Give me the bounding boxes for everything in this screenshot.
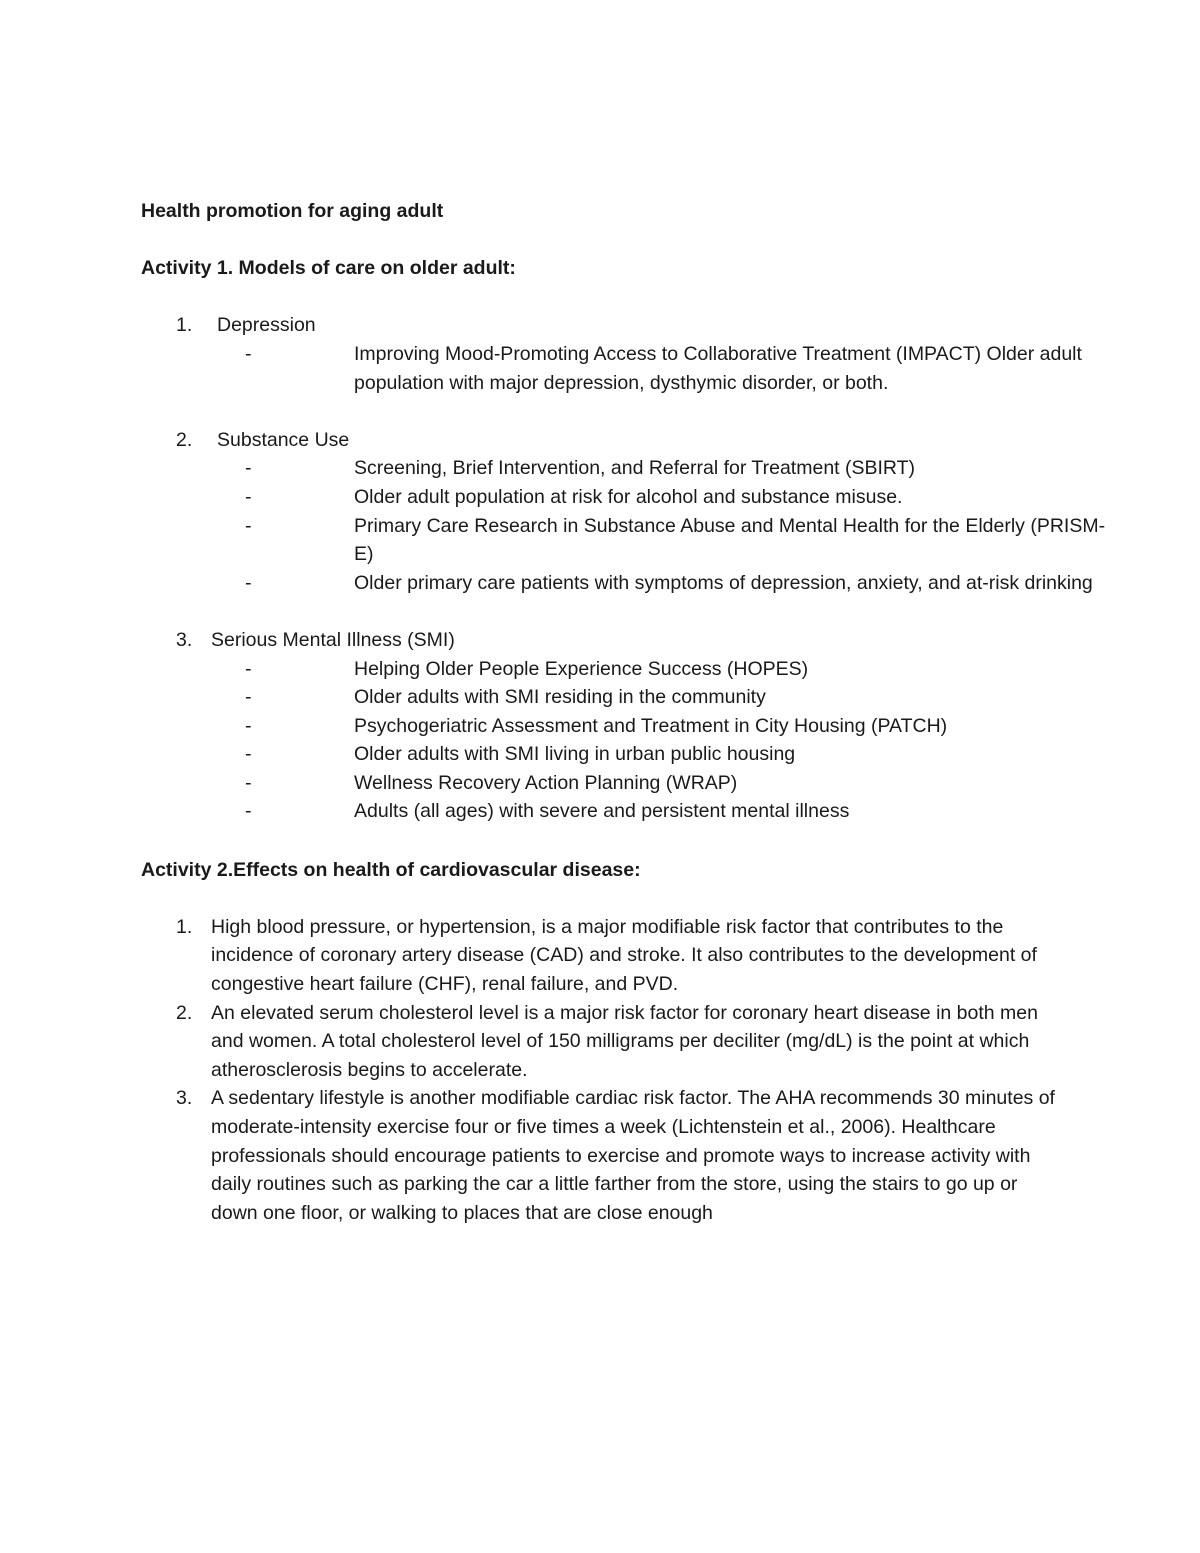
item-number: 1. <box>176 915 193 938</box>
activity1-heading: Activity 1. Models of care on older adult: <box>141 257 516 280</box>
list-item: - Improving Mood-Promoting Access to Collaborative Treatment (IMPACT) Older adult population with major depression, dysthymic disorder, or both. <box>141 340 1061 397</box>
dash-bullet: - <box>245 657 252 680</box>
item-text: A sedentary lifestyle is another modifiable cardiac risk factor. The AHA recommends 30 minutes of moderate-intensity exercise four or five times a week (Lichtenstein et al., 2006). Healthcare professionals should encourage patients to exercise and promote ways to increase activity with daily routines such as parking the car a little farther from the store, using the stairs to go up or down one floor, or walking to places that are close enough <box>211 1087 1055 1224</box>
dash-bullet: - <box>245 686 252 709</box>
item-text: An elevated serum cholesterol level is a major risk factor for coronary heart disease in both men and women. A total cholesterol level of 150 milligrams per deciliter (mg/dL) is the point at which atherosclerosis begins to accelerate. <box>211 1001 1038 1081</box>
item-number: 3. <box>176 1087 193 1110</box>
document-title: Health promotion for aging adult <box>141 200 444 222</box>
activity2-list <box>141 913 1061 1228</box>
list-item <box>141 1084 1061 1227</box>
dash-bullet: - <box>245 485 252 508</box>
item-label: Serious Mental Illness (SMI) <box>211 628 455 651</box>
item-number: 1. <box>176 314 193 337</box>
activity1-item-smi <box>141 626 1061 826</box>
item-number: 2. <box>176 428 193 451</box>
list-item: - Helping Older People Experience Success (HOPES) <box>141 655 1061 684</box>
list-item: - Adults (all ages) with severe and persistent mental illness <box>141 797 1061 826</box>
dash-bullet: - <box>245 771 252 794</box>
list-item: - Older adults with SMI residing in the community <box>141 683 1061 712</box>
item-number: 2. <box>176 1001 193 1024</box>
item-label: Depression <box>217 314 316 337</box>
item-text: High blood pressure, or hypertension, is a major modifiable risk factor that contributes to the incidence of coronary artery disease (CAD) and stroke. It also contributes to the development of congestive heart failure (CHF), renal failure, and PVD. <box>211 915 1037 996</box>
dash-bullet: - <box>245 800 252 823</box>
activity1-item-depression <box>141 311 1082 397</box>
activity2-heading: Activity 2.Effects on health of cardiovascular disease: <box>141 858 641 881</box>
dash-bullet: - <box>245 714 252 737</box>
dash-bullet: - <box>245 514 252 537</box>
activity1-item-substance-use <box>141 426 1106 598</box>
list-item: - Older primary care patients with symptoms of depression, anxiety, and at-risk drinking <box>141 569 1061 598</box>
dash-bullet: - <box>245 457 252 480</box>
dash-bullet: - <box>245 743 252 766</box>
list-item: - Older adults with SMI living in urban public housing <box>141 740 1061 769</box>
list-item: - Primary Care Research in Substance Abuse and Mental Health for the Elderly (PRISM-E) <box>141 512 1061 569</box>
item-number: 3. <box>176 628 193 651</box>
item-label: Substance Use <box>217 428 350 451</box>
document-content <box>141 197 1106 1227</box>
list-item: - Older adult population at risk for alcohol and substance misuse. <box>141 483 1061 512</box>
list-item: - Wellness Recovery Action Planning (WRAP) <box>141 769 1061 798</box>
dash-bullet: - <box>245 571 252 594</box>
list-item <box>141 913 1061 999</box>
list-item: - Screening, Brief Intervention, and Referral for Treatment (SBIRT) <box>141 454 1061 483</box>
list-item <box>141 999 1061 1085</box>
list-item: - Psychogeriatric Assessment and Treatment in City Housing (PATCH) <box>141 712 1061 741</box>
dash-bullet: - <box>245 342 252 365</box>
